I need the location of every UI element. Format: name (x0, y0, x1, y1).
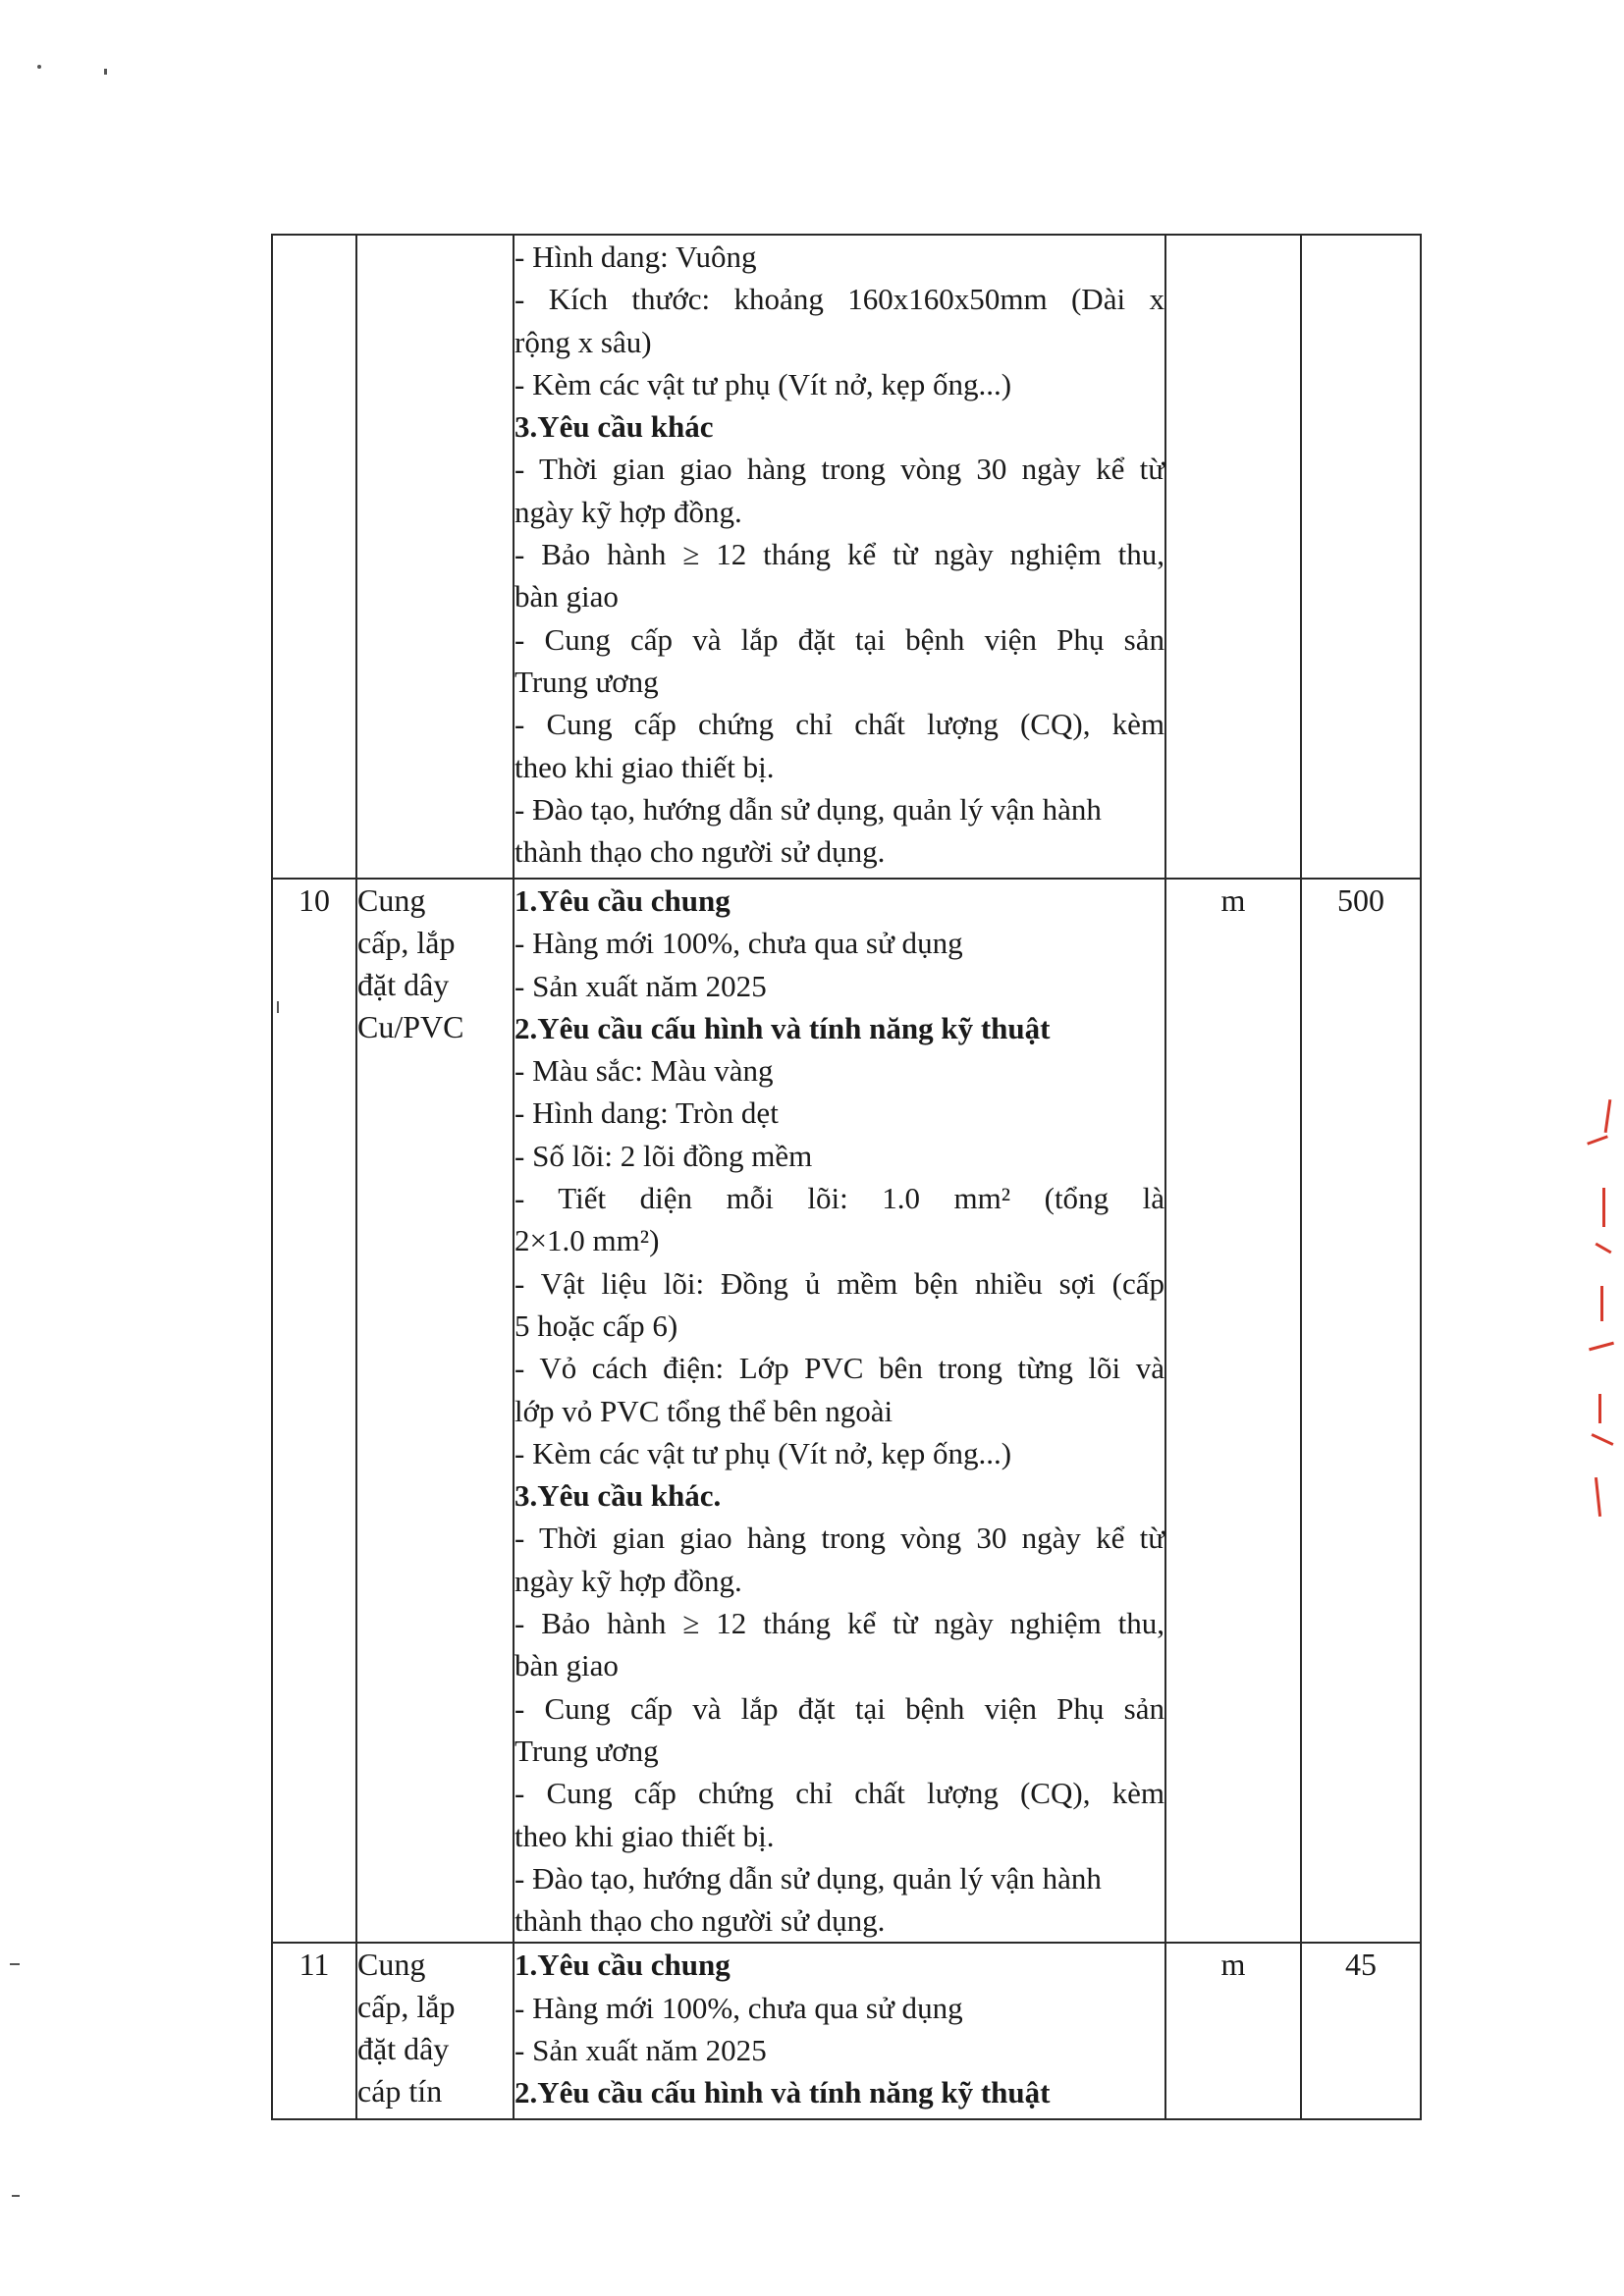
stamp-fragment-mark (1598, 1394, 1601, 1423)
desc-line: - Sản xuất năm 2025 (514, 968, 767, 1003)
desc-line: - Thời gian giao hàng trong vòng 30 ngày kể từ (514, 1521, 1164, 1556)
unit-cell: m (1165, 1943, 1301, 2119)
desc-line: - Kích thước: khoảng 160x160x50mm (Dài x (514, 282, 1164, 317)
scan-speck (104, 69, 107, 75)
item-name-line: cấp, lắp (357, 1989, 456, 2025)
desc-line: - Màu sắc: Màu vàng (514, 1053, 774, 1089)
quantity-cell: 45 (1301, 1943, 1421, 2119)
unit-cell: m (1165, 879, 1301, 1943)
desc-line: Trung ương (514, 664, 659, 699)
requirements-cell (514, 879, 1165, 1943)
item-name-cell (356, 235, 514, 879)
section-heading: 1.Yêu cầu chung (514, 883, 731, 918)
stt-cell: 11 (272, 1943, 356, 2119)
desc-line: theo khi giao thiết bị. (514, 1818, 775, 1853)
desc-line: - Vật liệu lõi: Đồng ủ mềm bện nhiều sợi (cấp (514, 1265, 1164, 1301)
desc-line: - Cung cấp và lắp đặt tại bệnh viện Phụ sản (514, 1690, 1164, 1726)
item-name-line: Cu/PVC (357, 1009, 464, 1044)
stamp-fragment-mark (1587, 1135, 1608, 1145)
desc-line: - Tiết diện mỗi lõi: 1.0 mm² (tổng là (514, 1181, 1164, 1216)
section-heading: 1.Yêu cầu chung (514, 1948, 731, 1983)
desc-line: - Vỏ cách điện: Lớp PVC bên trong từng lõi và (514, 1351, 1164, 1386)
desc-line: lớp vỏ PVC tổng thể bên ngoài (514, 1393, 893, 1428)
desc-line: - Bảo hành ≥ 12 tháng kể từ ngày nghiệm thu, (514, 537, 1164, 572)
scan-speck (10, 1963, 20, 1965)
desc-line: - Cung cấp chứng chỉ chất lượng (CQ), kèm (514, 1776, 1164, 1811)
item-name-line: cáp tín (357, 2073, 443, 2109)
desc-line: ngày kỹ hợp đồng. (514, 1563, 742, 1598)
table-row (272, 1943, 1421, 2119)
desc-line: Trung ương (514, 1733, 659, 1768)
desc-line: - Số lõi: 2 lõi đồng mềm (514, 1138, 813, 1173)
desc-line: 2×1.0 mm²) (514, 1223, 660, 1258)
desc-line: - Bảo hành ≥ 12 tháng kể từ ngày nghiệm thu, (514, 1606, 1164, 1641)
desc-line: rộng x sâu) (514, 324, 652, 359)
desc-line: - Hàng mới 100%, chưa qua sử dụng (514, 926, 963, 961)
item-name-line: đặt dây (357, 967, 450, 1002)
desc-line: - Cung cấp chứng chỉ chất lượng (CQ), kèm (514, 707, 1164, 742)
quantity-cell (1301, 235, 1421, 879)
desc-line: thành thạo cho người sử dụng. (514, 834, 886, 870)
section-heading: 3.Yêu cầu khác (514, 409, 714, 445)
desc-line: bàn giao (514, 1648, 619, 1683)
desc-line: - Hàng mới 100%, chưa qua sử dụng (514, 1990, 963, 2025)
item-name-line: Cung (357, 882, 426, 918)
desc-line: bàn giao (514, 579, 619, 614)
unit-cell (1165, 235, 1301, 879)
desc-line: 5 hoặc cấp 6) (514, 1308, 678, 1343)
stamp-fragment-mark (1589, 1342, 1614, 1352)
desc-line: - Cung cấp và lắp đặt tại bệnh viện Phụ sản (514, 621, 1164, 657)
scan-speck (37, 65, 41, 69)
item-name-line: đặt dây (357, 2031, 450, 2067)
desc-line: thành thạo cho người sử dụng. (514, 1903, 886, 1939)
section-heading: 2.Yêu cầu cấu hình và tính năng kỹ thuật (514, 2075, 1051, 2110)
desc-line: ngày kỹ hợp đồng. (514, 494, 742, 529)
requirements-cell (514, 235, 1165, 879)
desc-line: - Thời gian giao hàng trong vòng 30 ngày kể từ (514, 452, 1164, 487)
table-row (272, 879, 1421, 1943)
desc-line: - Đào tạo, hướng dẫn sử dụng, quản lý vận hành (514, 791, 1102, 827)
stt-cell (272, 235, 356, 879)
desc-line: - Hình dang: Tròn dẹt (514, 1095, 779, 1131)
red-stamp-edge (1581, 1099, 1620, 1551)
stamp-fragment-mark (1595, 1243, 1611, 1255)
quantity-cell: 500 (1301, 879, 1421, 1943)
item-name-cell (356, 879, 514, 1943)
spec-table (271, 234, 1422, 2120)
item-name-line: cấp, lắp (357, 925, 456, 960)
stamp-fragment-mark (1602, 1188, 1605, 1227)
item-name-cell (356, 1943, 514, 2119)
desc-line: theo khi giao thiết bị. (514, 749, 775, 784)
stamp-fragment-mark (1600, 1286, 1603, 1321)
stamp-fragment-mark (1591, 1433, 1613, 1446)
stt-cell: 10 (272, 879, 356, 1943)
section-heading: 3.Yêu cầu khác. (514, 1478, 722, 1514)
desc-line: - Kèm các vật tư phụ (Vít nở, kẹp ống...) (514, 1435, 1012, 1470)
desc-line: - Kèm các vật tư phụ (Vít nở, kẹp ống...) (514, 366, 1012, 401)
section-heading: 2.Yêu cầu cấu hình và tính năng kỹ thuật (514, 1010, 1051, 1045)
stamp-fragment-mark (1604, 1099, 1612, 1133)
stamp-fragment-mark (1595, 1477, 1601, 1517)
item-name-line: Cung (357, 1947, 426, 1983)
scan-speck (12, 2195, 20, 2197)
desc-line: - Đào tạo, hướng dẫn sử dụng, quản lý vận hành (514, 1860, 1102, 1896)
desc-line: - Sản xuất năm 2025 (514, 2033, 767, 2068)
requirements-cell (514, 1943, 1165, 2119)
table-row (272, 235, 1421, 879)
desc-line: - Hình dang: Vuông (514, 240, 757, 274)
